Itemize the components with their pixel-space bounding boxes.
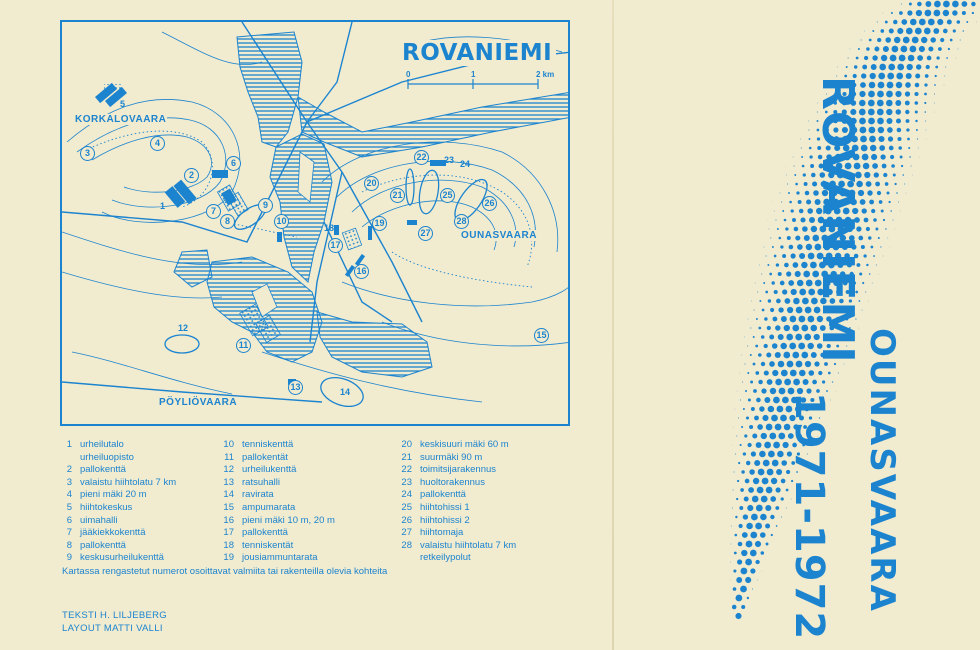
legend-num: 2 xyxy=(66,464,72,476)
legend-text: uimahalli xyxy=(80,514,118,526)
legend-num: 1 xyxy=(66,439,72,450)
legend-text: urheilutalo xyxy=(80,439,124,450)
legend-text: tenniskenttä xyxy=(242,439,294,450)
legend-text: pieni mäki 10 m, 20 m xyxy=(242,514,335,526)
site-number-14: 14 xyxy=(340,387,351,397)
legend-text: pallokenttä xyxy=(80,464,126,476)
site-number-15: 15 xyxy=(534,328,549,343)
legend-num: 26 xyxy=(401,514,412,526)
site-number-1: 1 xyxy=(160,201,166,211)
legend-num: 13 xyxy=(223,476,234,488)
site-number-10: 10 xyxy=(274,214,289,229)
legend-text: hiihtomaja xyxy=(420,527,464,539)
legend-text: suurmäki 90 m xyxy=(420,451,483,463)
legend-num: 6 xyxy=(66,514,72,526)
site-number-25: 25 xyxy=(440,188,455,203)
legend-text: jääkiekkokenttä xyxy=(80,527,146,539)
legend-num: 4 xyxy=(66,489,72,501)
legend-text: ravirata xyxy=(242,489,274,501)
legend-num: 20 xyxy=(401,439,412,450)
site-number-24: 24 xyxy=(460,159,471,169)
legend-text: pallokenttä xyxy=(420,489,466,501)
legend-text: toimitsijarakennus xyxy=(420,464,497,476)
legend-text: valaistu hiihtolatu 7 km xyxy=(80,476,177,488)
site-number-4: 4 xyxy=(150,136,165,151)
site-number-6: 6 xyxy=(226,156,241,171)
legend-text: hiihtohissi 1 xyxy=(420,501,470,513)
site-number-23: 23 xyxy=(444,155,455,165)
credit-layout: LAYOUT MATTI VALLI xyxy=(62,623,163,634)
site-number-8: 8 xyxy=(220,214,235,229)
legend-num: 10 xyxy=(223,439,234,450)
credit-text: TEKSTI H. LILJEBERG xyxy=(62,610,167,621)
legend-num: 12 xyxy=(223,464,234,476)
legend-num: 9 xyxy=(66,552,72,564)
legend-num: 27 xyxy=(401,527,412,539)
site-number-11: 11 xyxy=(236,338,251,353)
legend-text: hiihtokeskus xyxy=(80,501,133,513)
site-number-22: 22 xyxy=(414,150,429,165)
legend-num: 25 xyxy=(401,501,412,513)
site-number-19: 19 xyxy=(372,216,387,231)
site-number-7: 7 xyxy=(206,204,221,219)
legend-num: 16 xyxy=(223,514,234,526)
site-number-21: 21 xyxy=(390,188,405,203)
legend-num: 19 xyxy=(223,552,234,564)
legend-num: 17 xyxy=(223,527,234,539)
legend-num: 7 xyxy=(66,527,72,539)
place-ounasvaara: OUNASVAARA xyxy=(461,230,537,241)
cover-subtitle: OUNASVAARA xyxy=(862,328,902,613)
legend-text: ratsuhalli xyxy=(242,476,281,488)
legend-text: keskisuuri mäki 60 m xyxy=(420,439,509,450)
scale-tick-0: 0 xyxy=(406,70,411,79)
legend-text: ampumarata xyxy=(242,501,296,513)
legend-num: 28 xyxy=(401,539,412,551)
site-number-18: 18 xyxy=(324,223,335,233)
cover-title: ROVANIEMI xyxy=(812,76,863,364)
site-number-28: 28 xyxy=(454,214,469,229)
legend-num: 24 xyxy=(401,489,412,501)
site-number-12: 12 xyxy=(178,323,189,333)
map-title: ROVANIEMI xyxy=(398,40,556,66)
legend-text: pallokentät xyxy=(242,451,288,463)
legend-num: 18 xyxy=(223,539,234,551)
legend-text: urheilukenttä xyxy=(242,464,297,476)
legend-text: huoltorakennus xyxy=(420,476,485,488)
legend-num: 14 xyxy=(223,489,234,501)
site-number-27: 27 xyxy=(418,226,433,241)
legend-num: 8 xyxy=(66,539,72,551)
place-poyliovaara: PÖYLIÖVAARA xyxy=(159,397,238,408)
site-number-16: 16 xyxy=(354,264,369,279)
legend-num: 21 xyxy=(401,451,412,463)
site-number-9: 9 xyxy=(258,198,273,213)
cover-years: 1971-1972 xyxy=(786,392,832,641)
legend-num: 5 xyxy=(66,501,72,513)
site-number-26: 26 xyxy=(482,196,497,211)
legend-text: urheiluopisto xyxy=(80,451,134,463)
scale-tick-2: 2 km xyxy=(536,70,555,79)
legend-num: 22 xyxy=(401,464,412,476)
legend-text: pallokenttä xyxy=(242,527,288,539)
legend-num: 3 xyxy=(66,476,72,488)
legend-text: tenniskentät xyxy=(242,539,294,551)
legend-text: valaistu hiihtolatu 7 km xyxy=(420,539,517,551)
site-number-17: 17 xyxy=(328,238,343,253)
legend-text: keskusurheilukenttä xyxy=(80,552,164,564)
site-number-2: 2 xyxy=(184,168,199,183)
site-number-13: 13 xyxy=(288,380,303,395)
legend-num: 11 xyxy=(224,451,234,463)
legend-text: pallokenttä xyxy=(80,539,126,551)
legend-num: 23 xyxy=(401,476,412,488)
legend-text: pieni mäki 20 m xyxy=(80,489,147,501)
site-number-20: 20 xyxy=(364,176,379,191)
legend-num: 15 xyxy=(223,501,234,513)
legend-text: retkeilypolut xyxy=(420,552,471,564)
legend-text: hiihtohissi 2 xyxy=(420,514,470,526)
scale-tick-1: 1 xyxy=(471,70,476,79)
legend-text: jousiammuntarata xyxy=(242,552,318,564)
site-number-5: 5 xyxy=(120,99,126,109)
legend-note: Kartassa rengastetut numerot osoittavat valmiita tai rakenteilla olevia kohteita xyxy=(62,566,388,577)
site-number-3: 3 xyxy=(80,146,95,161)
place-korkalovaara: KORKALOVAARA xyxy=(75,114,167,125)
